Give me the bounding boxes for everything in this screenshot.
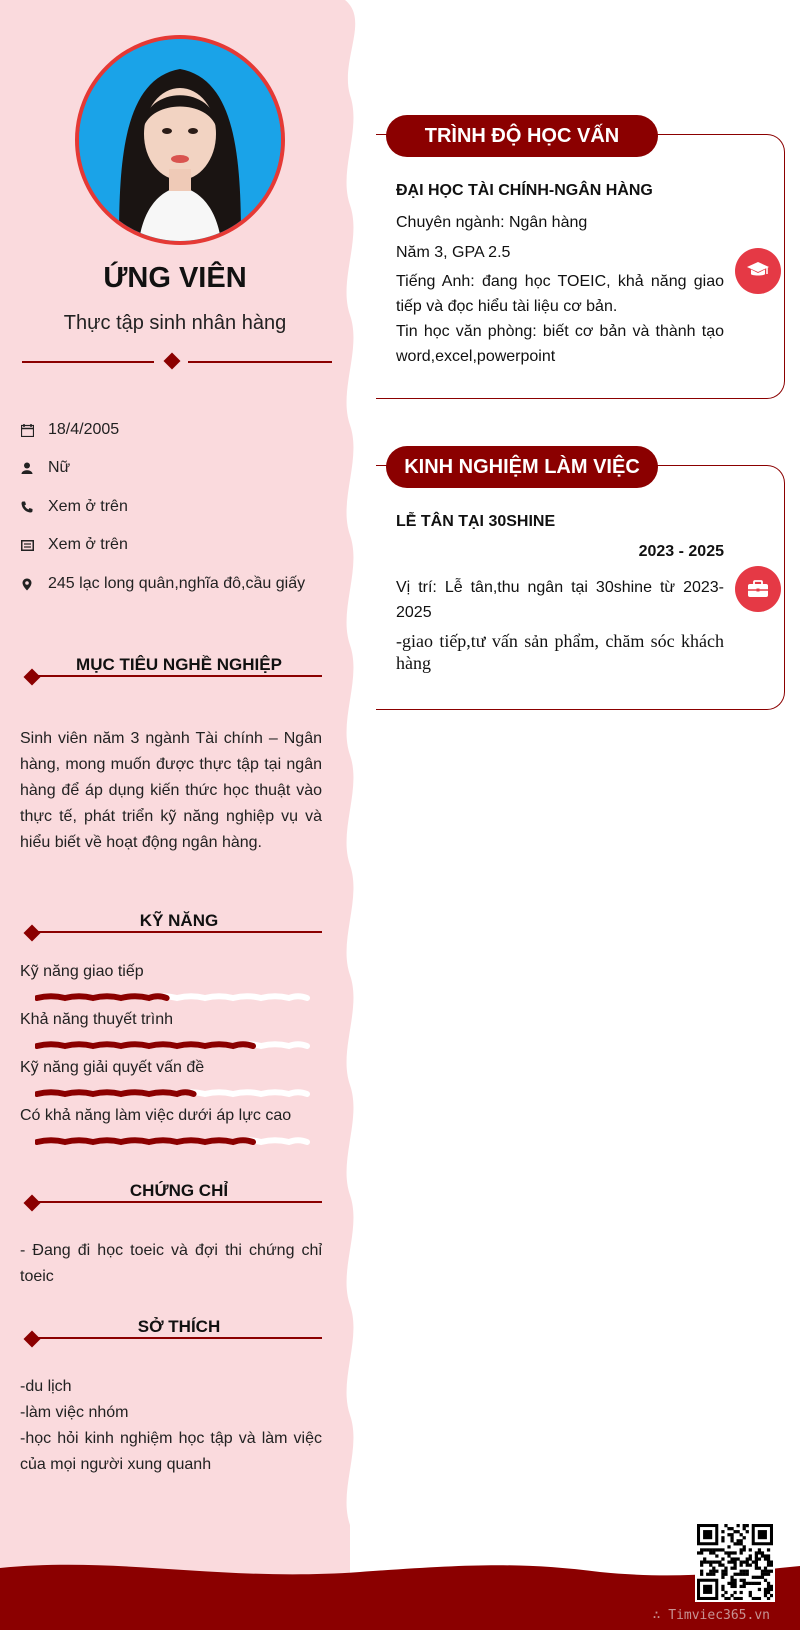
skill-name: Kỹ năng giải quyết vấn đề: [20, 1059, 205, 1076]
objective-text: Sinh viên năm 3 ngành Tài chính – Ngân hàng, mong muốn được thực tập tại ngân hàng để áp dụng kiến thức học thuật vào thực tế, phát triển kỹ năng nghiệp vụ và hiểu biết về hoạt động ngân hàng.: [20, 730, 322, 851]
section-title: CHỨNG CHỈ: [129, 1181, 229, 1200]
skill-bar: [35, 1039, 321, 1051]
education-line: Tiếng Anh: đang học TOEIC, khả năng giao tiếp và đọc hiểu tài liệu cơ bản.: [396, 273, 724, 315]
education-line: Tin học văn phòng: biết cơ bản và thành tạo word,excel,powerpoint: [396, 323, 724, 365]
experience-title: KINH NGHIỆM LÀM VIỆC: [386, 446, 658, 488]
profile-photo: [79, 39, 281, 241]
contact-value: 245 lạc long quân,nghĩa đô,cầu giấy: [48, 575, 306, 592]
skill-name: Có khả năng làm việc dưới áp lực cao: [20, 1107, 292, 1124]
hobby-item: -du lịch: [20, 1378, 72, 1395]
contact-gender: [20, 459, 70, 477]
skill-bar: [35, 1087, 321, 1099]
section-title: MỤC TIÊU NGHỀ NGHIỆP: [76, 655, 282, 674]
contact-phone: [20, 498, 128, 516]
name-divider: [22, 352, 332, 372]
user-icon: [20, 461, 34, 475]
calendar-icon: [20, 423, 34, 437]
certificates-heading: [22, 1181, 322, 1203]
candidate-name: ỨNG VIÊN: [103, 262, 247, 294]
watermark: ∴ Timviec365.vn: [652, 1608, 770, 1623]
candidate-position: Thực tập sinh nhân hàng: [63, 312, 287, 334]
avatar: [75, 35, 285, 245]
skill-bar-fill: [37, 1140, 253, 1142]
education-school: ĐẠI HỌC TÀI CHÍNH-NGÂN HÀNG: [396, 182, 653, 199]
contact-address: [20, 575, 305, 593]
objective-heading: [22, 655, 322, 677]
qr-code[interactable]: [695, 1522, 775, 1602]
hobbies-list: [20, 1374, 322, 1478]
hobby-item: -học hỏi kinh nghiệm học tập và làm việc của mọi người xung quanh: [20, 1430, 322, 1473]
education-title: TRÌNH ĐỘ HỌC VẤN: [386, 115, 658, 157]
contact-birthday: [20, 421, 119, 439]
phone-icon: [20, 500, 34, 514]
skill-name: Kỹ năng giao tiếp: [20, 963, 144, 980]
experience-company: LỄ TÂN TẠI 30SHINE: [396, 513, 556, 530]
skill-bar-fill: [37, 996, 167, 998]
certificates-text: - Đang đi học toeic và đợi thi chứng chỉ toeic: [20, 1242, 322, 1285]
briefcase-icon: [735, 566, 781, 612]
skills-heading: [22, 911, 322, 933]
contact-value: Xem ở trên: [48, 536, 128, 553]
section-title: KỸ NĂNG: [139, 911, 219, 930]
location-icon: [20, 577, 34, 591]
section-title: SỞ THÍCH: [137, 1317, 221, 1336]
skill-bar: [35, 1135, 321, 1147]
skill-name: Khả năng thuyết trình: [20, 1011, 173, 1028]
contact-value: Nữ: [48, 459, 71, 476]
experience-role: Vị trí: Lễ tân,thu ngân tại 30shine từ 2023-2025: [396, 579, 724, 621]
contact-value: 18/4/2005: [48, 421, 120, 438]
skill-bar-fill: [37, 1044, 253, 1046]
skill-bar: [35, 991, 321, 1003]
skill-bar-fill: [37, 1092, 194, 1094]
education-line: Năm 3, GPA 2.5: [396, 244, 511, 261]
hobbies-heading: [22, 1317, 322, 1339]
experience-period: 2023 - 2025: [638, 543, 724, 560]
email-icon: [20, 538, 34, 552]
contact-email: [20, 536, 128, 554]
contact-value: Xem ở trên: [48, 498, 128, 515]
education-line: Chuyên ngành: Ngân hàng: [396, 214, 588, 231]
hobby-item: -làm việc nhóm: [20, 1404, 129, 1421]
experience-description: -giao tiếp,tư vấn sản phẩm, chăm sóc khách hàng: [396, 631, 724, 673]
graduation-cap-icon: [735, 248, 781, 294]
